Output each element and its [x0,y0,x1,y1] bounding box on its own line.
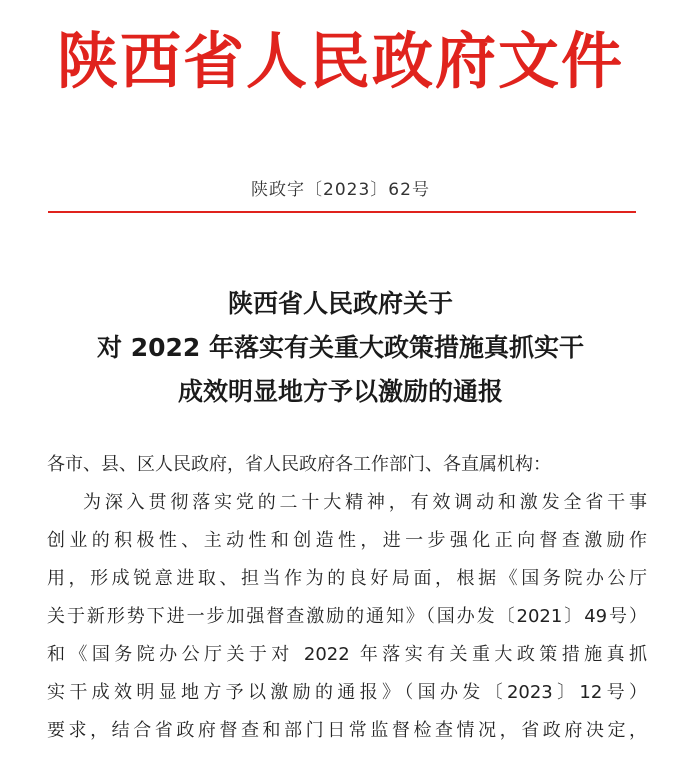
document-header-title: 陕西省人民政府文件 [56,26,624,97]
document-title-line-1: 陕西省人民政府关于 [227,289,453,318]
body-line-3: 用，形成锐意进取、担当作为的良好局面，根据《国务院办公厅 [47,568,647,589]
red-divider-line [48,211,636,213]
body-line-7: 要求，结合省政府督查和部门日常监督检查情况，省政府决定， [47,720,647,741]
body-line-5: 和《国务院办公厅关于对 2022 年落实有关重大政策措施真抓 [47,644,647,665]
document-number: 陕政字〔2023〕62号 [251,180,430,200]
document-body [47,446,647,750]
body-line-4: 关于新形势下进一步加强督查激励的通知》（国办发〔2021〕49号） [47,606,647,627]
document-title-line-2: 对 2022 年落实有关重大政策措施真抓实干 [97,333,584,362]
document-title-line-3: 成效明显地方予以激励的通报 [177,377,503,406]
body-line-6: 实干成效明显地方予以激励的通报》（国办发〔2023〕12号） [47,682,647,703]
body-line-2: 创业的积极性、主动性和创造性，进一步强化正向督查激励作 [47,530,647,551]
body-line-1: 为深入贯彻落实党的二十大精神，有效调动和激发全省干事 [83,492,647,513]
document-title [0,282,681,414]
salutation-line: 各市、县、区人民政府，省人民政府各工作部门、各直属机构： [47,454,551,475]
